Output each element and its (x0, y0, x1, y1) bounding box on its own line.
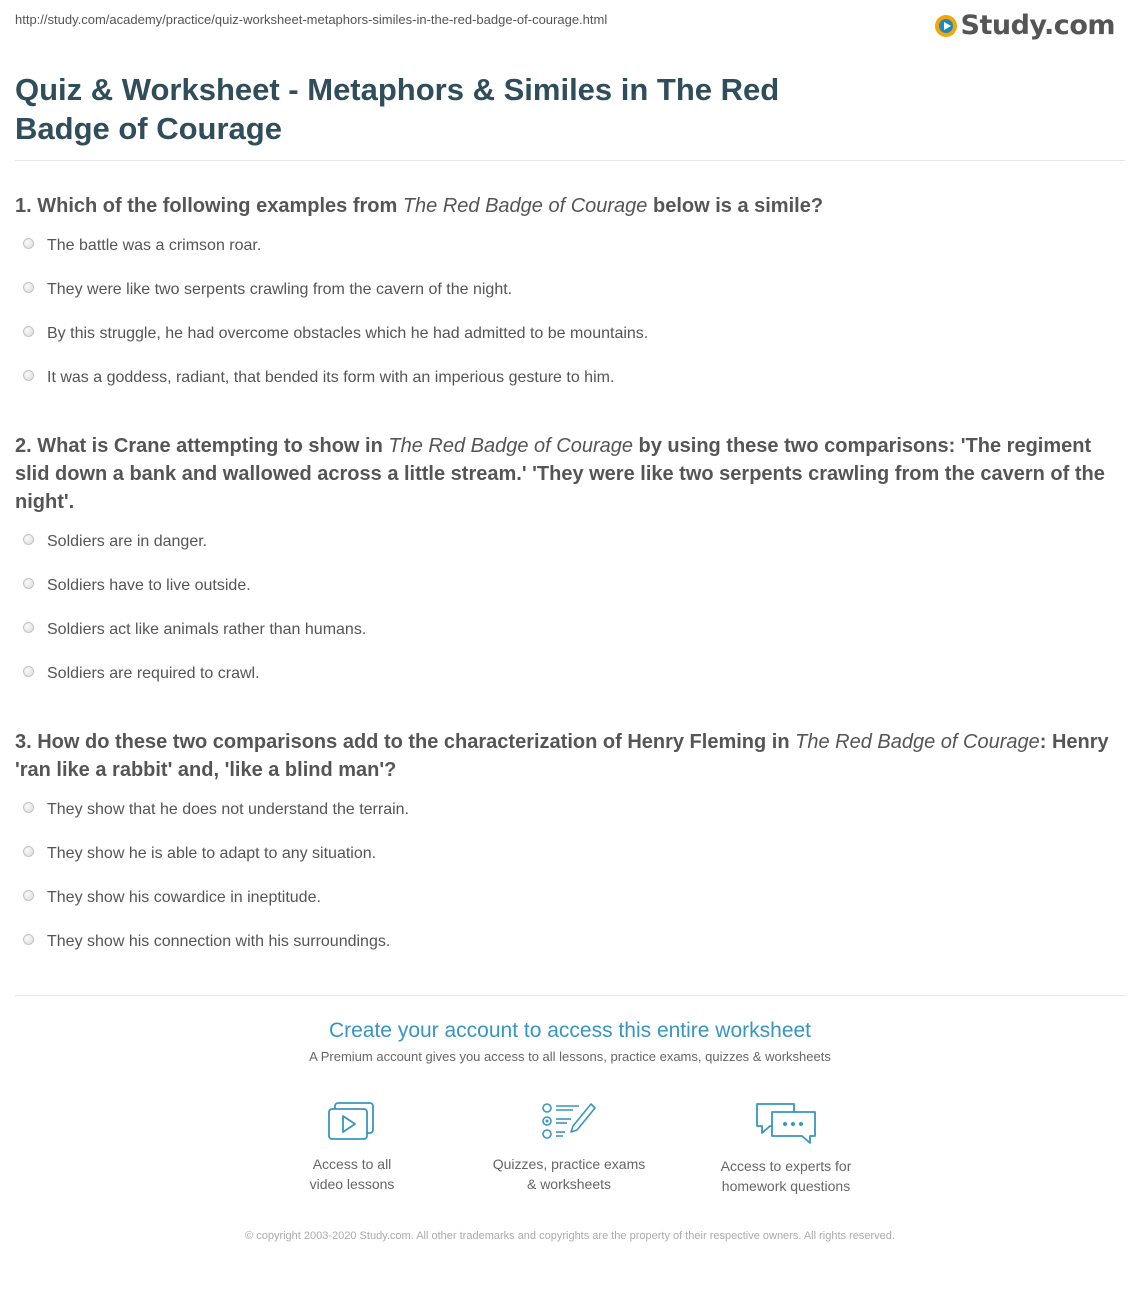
radio-button-icon[interactable] (23, 578, 34, 589)
radio-button-icon[interactable] (23, 622, 34, 633)
feature-label: Quizzes, practice exams & worksheets (492, 1156, 646, 1192)
radio-button-icon[interactable] (23, 534, 34, 545)
radio-button-icon[interactable] (23, 238, 34, 249)
create-account-link[interactable]: Create your account to access this entire worksheet (328, 1019, 812, 1042)
question-text: 1. Which of the following examples from The Red Badge of Courage below is a simile? (15, 195, 824, 217)
answer-option[interactable]: They were like two serpents crawling from the cavern of the night. (15, 280, 1125, 324)
answer-option[interactable]: They show he is able to adapt to any situation. (15, 844, 1125, 888)
radio-button-icon[interactable] (23, 802, 34, 813)
answer-option[interactable]: They show that he does not understand the terrain. (15, 800, 1125, 844)
video-lessons-icon (326, 1100, 378, 1144)
radio-button-icon[interactable] (23, 846, 34, 857)
answer-option[interactable]: They show his cowardice in ineptitude. (15, 888, 1125, 932)
answer-option[interactable]: Soldiers are required to crawl. (15, 664, 1125, 708)
radio-button-icon[interactable] (23, 326, 34, 337)
feature-video-lessons (252, 1100, 452, 1194)
radio-button-icon[interactable] (23, 282, 34, 293)
feature-label: Access to experts for homework questions (720, 1158, 852, 1194)
answer-options (15, 532, 1125, 708)
answer-option[interactable]: Soldiers have to live outside. (15, 576, 1125, 620)
copyright-footer: © copyright 2003-2020 Study.com. All other trademarks and copyrights are the property of their respective owners. All rights reserved. (245, 1230, 895, 1242)
answer-option[interactable]: Soldiers are in danger. (15, 532, 1125, 576)
page-title: Quiz & Worksheet - Metaphors & Similes in The Red Badge of Courage (15, 72, 780, 146)
question-3 (15, 728, 1125, 976)
page-url: http://study.com/academy/practice/quiz-worksheet-metaphors-similes-in-the-red-badge-of-courage.html (15, 12, 608, 27)
question-text: 2. What is Crane attempting to show in The Red Badge of Courage by using these two comparisons: 'The regiment slid down a bank and wallowed across a little stream.' 'They were like two serpents crawling from the cavern of the night'. (15, 435, 1105, 513)
answer-option[interactable]: The battle was a crimson roar. (15, 236, 1125, 280)
radio-button-icon[interactable] (23, 934, 34, 945)
divider (15, 995, 1125, 996)
radio-button-icon[interactable] (23, 666, 34, 677)
answer-option[interactable]: Soldiers act like animals rather than humans. (15, 620, 1125, 664)
answer-option[interactable]: By this struggle, he had overcome obstacles which he had admitted to be mountains. (15, 324, 1125, 368)
answer-options (15, 236, 1125, 412)
radio-button-icon[interactable] (23, 890, 34, 901)
feature-quizzes (469, 1100, 669, 1194)
chat-bubbles-icon (754, 1100, 818, 1146)
feature-experts (686, 1100, 886, 1196)
logo-text: Study.com (960, 10, 1115, 41)
answer-options (15, 800, 1125, 976)
feature-label: Access to all video lessons (309, 1156, 395, 1192)
premium-description: A Premium account gives you access to all lessons, practice exams, quizzes & worksheets (309, 1049, 831, 1064)
study-logo[interactable] (935, 10, 1115, 41)
divider (15, 160, 1125, 161)
top-bar (15, 12, 1125, 42)
question-1 (15, 192, 1125, 412)
question-2 (15, 432, 1125, 708)
answer-option[interactable]: It was a goddess, radiant, that bended its form with an imperious gesture to him. (15, 368, 1125, 412)
radio-button-icon[interactable] (23, 370, 34, 381)
play-badge-icon (935, 15, 957, 37)
answer-option[interactable]: They show his connection with his surroundings. (15, 932, 1125, 976)
question-text: 3. How do these two comparisons add to the characterization of Henry Fleming in The Red Badge of Courage: Henry 'ran like a rabbit' and, 'like a blind man'? (15, 731, 1109, 781)
quiz-checklist-icon (541, 1100, 597, 1144)
